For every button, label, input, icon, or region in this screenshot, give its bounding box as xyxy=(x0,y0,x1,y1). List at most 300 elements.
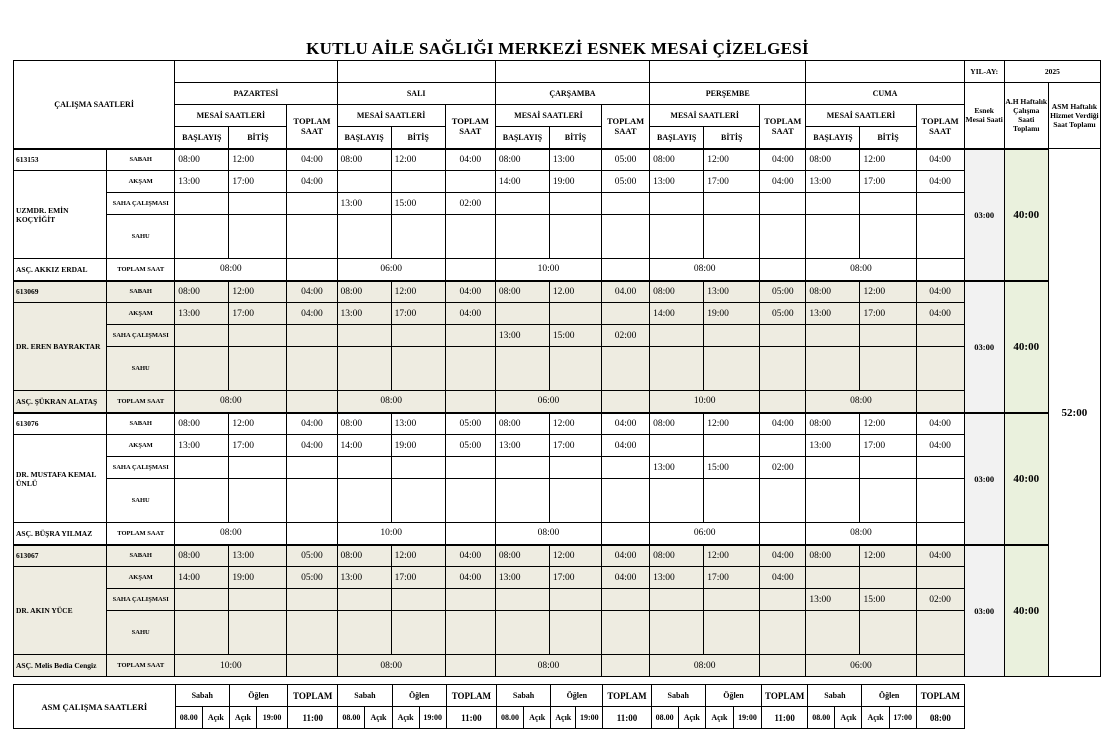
total-time: 04:00 xyxy=(760,567,806,589)
table-row xyxy=(14,685,965,707)
table-row xyxy=(14,149,1101,171)
sabah-label: Sabah xyxy=(808,685,862,707)
end-time xyxy=(704,611,760,655)
start-time xyxy=(175,457,229,479)
asm-hours-value: 19:00 xyxy=(733,707,761,729)
esnek-value: 03:00 xyxy=(964,149,1004,281)
start-time: 08:00 xyxy=(650,545,704,567)
start-time: 13:00 xyxy=(495,325,549,347)
total-time xyxy=(602,589,650,611)
toplam-header: TOPLAM SAAT xyxy=(445,105,495,149)
end-time xyxy=(860,215,916,259)
total-time xyxy=(445,171,495,193)
end-time xyxy=(229,589,287,611)
total-time: 04:00 xyxy=(602,545,650,567)
end-time xyxy=(391,611,445,655)
end-time xyxy=(860,347,916,391)
doctor-name: UZMDR. EMİN KOÇYİĞİT xyxy=(14,171,107,259)
total-time xyxy=(602,479,650,523)
end-time xyxy=(391,325,445,347)
end-time xyxy=(704,193,760,215)
asm-hours-value: Açık xyxy=(705,707,733,729)
start-time: 08:00 xyxy=(175,149,229,171)
total-time: 04:00 xyxy=(916,435,964,457)
total-time xyxy=(287,611,337,655)
day-total: 10:00 xyxy=(495,259,601,281)
asm-hours-body xyxy=(14,685,965,729)
row-label: SAHA ÇALIŞMASI xyxy=(107,193,175,215)
table-row xyxy=(14,655,1101,677)
start-time: 08:00 xyxy=(175,413,229,435)
asc-name: ASÇ. ŞÜKRAN ALATAŞ xyxy=(14,391,107,413)
start-time xyxy=(337,171,391,193)
total-time: 05:00 xyxy=(760,281,806,303)
start-time xyxy=(650,435,704,457)
esnek-value: 03:00 xyxy=(964,413,1004,545)
total-time xyxy=(760,479,806,523)
start-time: 13:00 xyxy=(806,303,860,325)
end-time: 12:00 xyxy=(391,545,445,567)
day-total: 08:00 xyxy=(337,391,445,413)
start-time: 13:00 xyxy=(175,303,229,325)
start-time: 08:00 xyxy=(806,545,860,567)
asm-total-value: 52:00 xyxy=(1048,149,1100,677)
start-time: 08:00 xyxy=(495,281,549,303)
day-total: 08:00 xyxy=(806,391,916,413)
end-time: 12:00 xyxy=(549,413,601,435)
end-time: 12:00 xyxy=(549,545,601,567)
schedule-table xyxy=(13,60,1101,677)
table-row xyxy=(14,611,1101,655)
end-time xyxy=(391,589,445,611)
total-time xyxy=(445,589,495,611)
end-time xyxy=(860,325,916,347)
asm-hours-table xyxy=(13,684,965,729)
end-time: 13:00 xyxy=(391,413,445,435)
asm-hours-label: ASM ÇALIŞMA SAATLERİ xyxy=(14,685,176,729)
end-time xyxy=(704,589,760,611)
end-time xyxy=(549,479,601,523)
asm-hours-value: Açık xyxy=(524,707,551,729)
toplam-header: TOPLAM SAAT xyxy=(287,105,337,149)
start-time xyxy=(650,215,704,259)
day-total: 08:00 xyxy=(650,655,760,677)
day-total-blank xyxy=(602,259,650,281)
asc-name: ASÇ. BÜŞRA YILMAZ xyxy=(14,523,107,545)
start-time: 08:00 xyxy=(175,281,229,303)
start-time: 08:00 xyxy=(337,149,391,171)
day-total: 08:00 xyxy=(495,523,601,545)
end-time xyxy=(549,303,601,325)
total-time: 05:00 xyxy=(287,545,337,567)
total-time: 04:00 xyxy=(602,435,650,457)
baslayis-header: BAŞLAYIŞ xyxy=(650,127,704,149)
table-row xyxy=(14,171,1101,193)
esnek-value: 03:00 xyxy=(964,281,1004,413)
sabah-label: Sabah xyxy=(175,685,229,707)
start-time xyxy=(495,347,549,391)
end-time xyxy=(549,589,601,611)
day-header: PERŞEMBE xyxy=(650,83,806,105)
day-total: 06:00 xyxy=(337,259,445,281)
row-label: TOPLAM SAAT xyxy=(107,391,175,413)
end-time: 12:00 xyxy=(860,149,916,171)
table-row xyxy=(14,435,1101,457)
total-time: 04:00 xyxy=(445,149,495,171)
calisma-header: ÇALIŞMA SAATLERİ xyxy=(14,61,175,149)
ah-value: 40:00 xyxy=(1004,545,1048,677)
asm-hours-value: 11:00 xyxy=(603,707,651,729)
total-time xyxy=(916,479,964,523)
end-time: 12:00 xyxy=(704,413,760,435)
day-total: 06:00 xyxy=(806,655,916,677)
end-time: 17:00 xyxy=(704,171,760,193)
total-time xyxy=(602,457,650,479)
asm-hours-value: Açık xyxy=(862,707,889,729)
schedule-body xyxy=(14,61,1101,677)
row-label: TOPLAM SAAT xyxy=(107,523,175,545)
toplam-label: TOPLAM xyxy=(446,685,496,707)
total-time xyxy=(916,325,964,347)
asm-hours-value: 08.00 xyxy=(651,707,678,729)
start-time xyxy=(495,215,549,259)
end-time: 13:00 xyxy=(229,545,287,567)
total-time: 04:00 xyxy=(916,303,964,325)
sabah-label: Sabah xyxy=(496,685,550,707)
total-time xyxy=(760,193,806,215)
asm-hours-value: Açık xyxy=(229,707,256,729)
day-total-blank xyxy=(602,523,650,545)
end-time: 17:00 xyxy=(704,567,760,589)
day-total-blank xyxy=(445,655,495,677)
end-time: 12.00 xyxy=(549,281,601,303)
start-time xyxy=(175,479,229,523)
end-time: 12:00 xyxy=(229,149,287,171)
start-time: 08:00 xyxy=(337,545,391,567)
total-time: 04:00 xyxy=(760,413,806,435)
total-time: 04.00 xyxy=(602,281,650,303)
end-time: 12:00 xyxy=(391,149,445,171)
start-time: 13:00 xyxy=(495,567,549,589)
end-time: 17:00 xyxy=(229,303,287,325)
start-time: 13:00 xyxy=(806,435,860,457)
mesai-header: MESAİ SAATLERİ xyxy=(806,105,916,127)
end-time: 17:00 xyxy=(860,435,916,457)
start-time xyxy=(806,479,860,523)
asc-name: ASÇ. Melis Bedia Cengiz xyxy=(14,655,107,677)
total-time: 04:00 xyxy=(287,281,337,303)
end-time: 12:00 xyxy=(229,281,287,303)
blank-header xyxy=(650,61,806,83)
end-time: 19:00 xyxy=(229,567,287,589)
doctor-name: DR. MUSTAFA KEMAL ÜNLÜ xyxy=(14,435,107,523)
asm-hours-value: 08:00 xyxy=(916,707,964,729)
start-time xyxy=(175,215,229,259)
day-total-blank xyxy=(760,259,806,281)
end-time xyxy=(704,435,760,457)
toplam-label: TOPLAM xyxy=(916,685,964,707)
toplam-label: TOPLAM xyxy=(288,685,338,707)
start-time: 14:00 xyxy=(495,171,549,193)
group-id: 613153 xyxy=(14,149,107,171)
start-time: 08:00 xyxy=(806,149,860,171)
end-time xyxy=(549,347,601,391)
start-time: 08:00 xyxy=(650,281,704,303)
blank-header xyxy=(175,61,337,83)
end-time xyxy=(549,193,601,215)
total-time xyxy=(602,303,650,325)
row-label: AKŞAM xyxy=(107,303,175,325)
start-time xyxy=(175,611,229,655)
yil-ay-value: 2025 xyxy=(1004,61,1100,83)
total-time xyxy=(760,589,806,611)
start-time xyxy=(806,193,860,215)
start-time: 13:00 xyxy=(806,589,860,611)
end-time xyxy=(549,457,601,479)
asm-hours-value: 08.00 xyxy=(808,707,835,729)
end-time: 13:00 xyxy=(549,149,601,171)
start-time xyxy=(337,325,391,347)
row-label: SABAH xyxy=(107,545,175,567)
end-time xyxy=(229,479,287,523)
end-time: 19:00 xyxy=(704,303,760,325)
oglen-label: Öğlen xyxy=(862,685,916,707)
ah-value: 40:00 xyxy=(1004,281,1048,413)
end-time: 17:00 xyxy=(229,171,287,193)
total-time: 04:00 xyxy=(287,171,337,193)
total-time xyxy=(287,193,337,215)
start-time: 14:00 xyxy=(175,567,229,589)
asm-hours-value: 11:00 xyxy=(446,707,496,729)
day-total: 08:00 xyxy=(175,259,287,281)
page-title: KUTLU AİLE SAĞLIĞI MERKEZİ ESNEK MESAİ ÇİZELGESİ xyxy=(306,39,809,58)
start-time xyxy=(650,347,704,391)
day-total: 08:00 xyxy=(175,391,287,413)
day-total: 08:00 xyxy=(495,655,601,677)
ah-header: A.H Haftalık Çalışma Saati Toplamı xyxy=(1004,83,1048,149)
end-time: 12:00 xyxy=(860,545,916,567)
total-time: 04:00 xyxy=(916,545,964,567)
toplam-header: TOPLAM SAAT xyxy=(916,105,964,149)
asm-hours-value: Açık xyxy=(365,707,392,729)
table-row xyxy=(14,457,1101,479)
day-total-blank xyxy=(445,391,495,413)
bitis-header: BİTİŞ xyxy=(704,127,760,149)
start-time: 13:00 xyxy=(175,435,229,457)
total-time xyxy=(287,215,337,259)
start-time xyxy=(806,567,860,589)
total-time xyxy=(287,589,337,611)
start-time xyxy=(337,611,391,655)
day-total: 08:00 xyxy=(337,655,445,677)
asm-hours-value: Açık xyxy=(202,707,229,729)
end-time xyxy=(229,193,287,215)
total-time: 05:00 xyxy=(445,413,495,435)
end-time xyxy=(704,325,760,347)
total-time: 04:00 xyxy=(760,171,806,193)
end-time xyxy=(391,215,445,259)
total-time: 04:00 xyxy=(602,567,650,589)
end-time xyxy=(229,611,287,655)
asm-hours-value: Açık xyxy=(678,707,705,729)
start-time xyxy=(650,479,704,523)
table-row xyxy=(14,523,1101,545)
day-header: PAZARTESİ xyxy=(175,83,337,105)
total-time xyxy=(445,479,495,523)
total-time xyxy=(760,215,806,259)
group-id: 613069 xyxy=(14,281,107,303)
total-time xyxy=(287,457,337,479)
start-time xyxy=(495,457,549,479)
start-time: 13:00 xyxy=(650,567,704,589)
total-time: 04:00 xyxy=(916,281,964,303)
doctor-name: DR. AKIN YÜCE xyxy=(14,567,107,655)
end-time: 17:00 xyxy=(549,435,601,457)
table-row xyxy=(14,303,1101,325)
day-total: 08:00 xyxy=(175,523,287,545)
toplam-header: TOPLAM SAAT xyxy=(602,105,650,149)
start-time xyxy=(495,303,549,325)
total-time xyxy=(916,457,964,479)
start-time xyxy=(175,589,229,611)
end-time xyxy=(860,567,916,589)
table-row xyxy=(14,325,1101,347)
total-time: 04:00 xyxy=(916,413,964,435)
asm-header: ASM Haftalık Hizmet Verdiği Saat Toplamı xyxy=(1048,83,1100,149)
total-time xyxy=(916,193,964,215)
mesai-header: MESAİ SAATLERİ xyxy=(650,105,760,127)
end-time: 12:00 xyxy=(391,281,445,303)
start-time xyxy=(806,611,860,655)
start-time xyxy=(650,325,704,347)
day-total: 08:00 xyxy=(650,259,760,281)
asm-hours-value: Açık xyxy=(392,707,419,729)
end-time: 15:00 xyxy=(549,325,601,347)
asm-hours-value: 17:00 xyxy=(889,707,916,729)
end-time: 15:00 xyxy=(860,589,916,611)
table-row xyxy=(14,193,1101,215)
start-time: 08:00 xyxy=(337,281,391,303)
oglen-label: Öğlen xyxy=(229,685,287,707)
bitis-header: BİTİŞ xyxy=(860,127,916,149)
day-total-blank xyxy=(602,655,650,677)
end-time xyxy=(549,215,601,259)
table-row xyxy=(14,589,1101,611)
end-time xyxy=(391,171,445,193)
total-time: 02:00 xyxy=(602,325,650,347)
start-time xyxy=(495,611,549,655)
end-time xyxy=(704,215,760,259)
row-label: SABAH xyxy=(107,149,175,171)
start-time: 14:00 xyxy=(650,303,704,325)
start-time xyxy=(337,457,391,479)
blank-header xyxy=(806,61,964,83)
total-time: 02:00 xyxy=(445,193,495,215)
row-label: TOPLAM SAAT xyxy=(107,259,175,281)
asm-hours-value: 19:00 xyxy=(256,707,287,729)
start-time: 13:00 xyxy=(337,567,391,589)
total-time: 04:00 xyxy=(287,413,337,435)
sabah-label: Sabah xyxy=(338,685,392,707)
day-total: 06:00 xyxy=(650,523,760,545)
asm-hours-value: 19:00 xyxy=(419,707,446,729)
day-total-blank xyxy=(287,391,337,413)
mesai-header: MESAİ SAATLERİ xyxy=(337,105,445,127)
end-time xyxy=(391,457,445,479)
day-total-blank xyxy=(916,655,964,677)
total-time xyxy=(760,347,806,391)
table-row xyxy=(14,347,1101,391)
end-time: 12:00 xyxy=(704,149,760,171)
day-total-blank xyxy=(445,523,495,545)
day-total: 10:00 xyxy=(175,655,287,677)
day-header: SALI xyxy=(337,83,495,105)
bitis-header: BİTİŞ xyxy=(229,127,287,149)
total-time: 04:00 xyxy=(916,171,964,193)
baslayis-header: BAŞLAYIŞ xyxy=(806,127,860,149)
start-time: 08:00 xyxy=(337,413,391,435)
total-time: 04:00 xyxy=(445,303,495,325)
total-time xyxy=(445,215,495,259)
start-time xyxy=(650,193,704,215)
end-time: 17:00 xyxy=(229,435,287,457)
start-time: 13:00 xyxy=(650,171,704,193)
start-time: 08:00 xyxy=(175,545,229,567)
asm-hours-value: 08.00 xyxy=(496,707,523,729)
row-label: AKŞAM xyxy=(107,171,175,193)
baslayis-header: BAŞLAYIŞ xyxy=(495,127,549,149)
asm-hours-value: Açık xyxy=(551,707,576,729)
start-time: 13:00 xyxy=(337,193,391,215)
start-time: 08:00 xyxy=(495,413,549,435)
table-row xyxy=(14,259,1101,281)
day-total: 08:00 xyxy=(806,523,916,545)
total-time xyxy=(760,435,806,457)
asm-hours-value: 19:00 xyxy=(576,707,603,729)
start-time: 13:00 xyxy=(495,435,549,457)
blank-header xyxy=(495,61,649,83)
start-time xyxy=(337,479,391,523)
total-time xyxy=(445,325,495,347)
row-label: SAHU xyxy=(107,611,175,655)
end-time xyxy=(391,479,445,523)
table-row xyxy=(14,281,1101,303)
start-time xyxy=(650,611,704,655)
day-total-blank xyxy=(287,259,337,281)
bitis-header: BİTİŞ xyxy=(391,127,445,149)
asm-hours-value: Açık xyxy=(835,707,862,729)
day-header: CUMA xyxy=(806,83,964,105)
end-time xyxy=(860,479,916,523)
total-time xyxy=(916,611,964,655)
start-time xyxy=(337,589,391,611)
end-time: 12:00 xyxy=(229,413,287,435)
toplam-label: TOPLAM xyxy=(762,685,808,707)
end-time: 17:00 xyxy=(391,567,445,589)
start-time xyxy=(495,479,549,523)
start-time xyxy=(337,347,391,391)
total-time: 04:00 xyxy=(287,149,337,171)
oglen-label: Öğlen xyxy=(392,685,446,707)
row-label: SAHA ÇALIŞMASI xyxy=(107,457,175,479)
day-header: ÇARŞAMBA xyxy=(495,83,649,105)
asm-hours-value: 08.00 xyxy=(338,707,365,729)
day-total: 06:00 xyxy=(495,391,601,413)
toplam-header: TOPLAM SAAT xyxy=(760,105,806,149)
group-id: 613076 xyxy=(14,413,107,435)
total-time xyxy=(287,479,337,523)
end-time: 17:00 xyxy=(391,303,445,325)
